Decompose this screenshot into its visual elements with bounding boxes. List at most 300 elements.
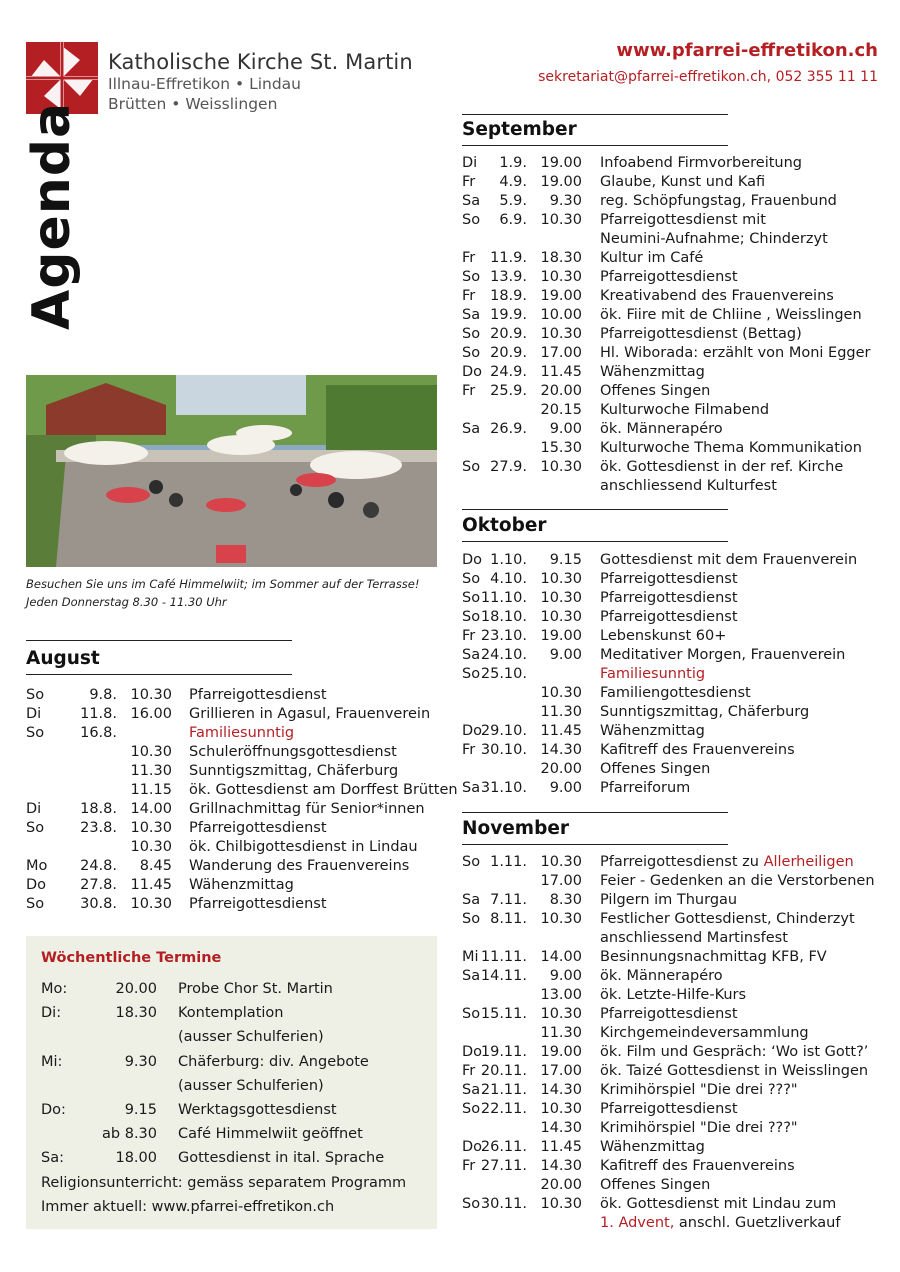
event-text xyxy=(600,287,834,306)
weekly-row xyxy=(41,1001,421,1025)
event-time: 10.30 xyxy=(540,459,582,475)
event-row xyxy=(462,741,882,760)
event-text xyxy=(600,570,738,589)
event-row xyxy=(26,838,446,857)
event-text-main: Pfarreigottesdienst xyxy=(600,590,738,606)
event-day: So xyxy=(462,1101,481,1117)
event-day: So xyxy=(26,820,45,836)
event-text xyxy=(189,686,327,705)
event-text-main: Pfarreigottesdienst xyxy=(189,896,327,912)
event-time: 14.00 xyxy=(130,801,172,817)
event-text-main: Pfarreigottesdienst mit xyxy=(600,212,766,228)
event-date: 18.9. xyxy=(490,288,527,304)
event-time: 10.30 xyxy=(540,571,582,587)
event-text xyxy=(600,1119,798,1138)
event-row xyxy=(462,967,882,986)
event-text xyxy=(600,1024,809,1043)
event-row xyxy=(462,1119,882,1138)
event-date: 19.9. xyxy=(490,307,527,323)
weekly-row xyxy=(41,1146,421,1170)
event-text-main: Pfarreigottesdienst xyxy=(189,687,327,703)
event-text xyxy=(600,154,802,173)
event-time: 10.30 xyxy=(540,911,582,927)
event-time: 10.30 xyxy=(130,820,172,836)
event-day: Sa xyxy=(462,307,481,323)
event-day: Do xyxy=(462,364,483,380)
event-text-main: Grillieren in Agasul, Frauenverein xyxy=(189,706,431,722)
event-date: 20.9. xyxy=(490,345,527,361)
event-day: So xyxy=(462,911,481,927)
event-row xyxy=(26,781,458,800)
event-day: So xyxy=(462,571,481,587)
event-time: 13.00 xyxy=(540,987,582,1003)
event-row xyxy=(462,287,882,306)
event-day: Mi xyxy=(462,949,479,965)
event-date: 1.10. xyxy=(490,552,527,568)
weekly-row xyxy=(41,1050,421,1074)
event-date: 27.11. xyxy=(480,1158,527,1174)
event-text-main: ök. Männerapéro xyxy=(600,421,723,437)
event-date: 11.9. xyxy=(490,250,527,266)
event-time: 14.30 xyxy=(540,1120,582,1136)
event-text xyxy=(600,872,875,891)
event-row xyxy=(462,363,882,382)
event-time: 20.00 xyxy=(540,1177,582,1193)
immer-aktuell-note[interactable]: Immer aktuell: www.pfarrei-effretikon.ch xyxy=(41,1198,335,1215)
event-text xyxy=(600,249,703,268)
caption-line-1: Besuchen Sie uns im Café Himmelwiit; im Sommer auf der Terrasse! xyxy=(26,577,420,591)
event-row xyxy=(462,853,882,872)
event-row xyxy=(462,173,882,192)
event-text xyxy=(600,420,723,439)
event-row xyxy=(462,401,882,420)
event-row xyxy=(462,891,882,910)
weekly-title: Wöchentliche Termine xyxy=(41,950,222,966)
event-day: Mo xyxy=(26,858,48,874)
event-row xyxy=(462,344,882,363)
event-text xyxy=(600,1005,738,1024)
event-date: 4.10. xyxy=(490,571,527,587)
oktober-top-rule xyxy=(462,509,728,510)
event-text-main: Kreativabend des Frauenvereins xyxy=(600,288,834,304)
event-text-main: Kultur im Café xyxy=(600,250,704,266)
event-date: 26.9. xyxy=(490,421,527,437)
event-day: So xyxy=(462,854,481,870)
event-time: 8.45 xyxy=(139,858,172,874)
event-row xyxy=(462,1005,882,1024)
event-row xyxy=(462,760,882,779)
event-text xyxy=(600,684,751,703)
event-day: Fr xyxy=(462,250,476,266)
event-text xyxy=(600,1195,836,1214)
event-text xyxy=(600,401,769,420)
august-title: August xyxy=(26,648,100,669)
event-time: 10.30 xyxy=(540,854,582,870)
event-day: So xyxy=(462,212,481,228)
event-day: Do xyxy=(462,552,483,568)
event-text xyxy=(189,876,294,895)
event-text xyxy=(189,705,430,724)
event-day: Fr xyxy=(462,174,476,190)
event-time: 20.15 xyxy=(540,402,582,418)
event-time: 10.00 xyxy=(540,307,582,323)
event-time: 10.30 xyxy=(130,839,172,855)
september-bottom-rule xyxy=(462,145,728,146)
event-time: 16.00 xyxy=(130,706,172,722)
event-date: 27.9. xyxy=(490,459,527,475)
cafe-terrace-photo xyxy=(26,375,437,567)
weekly-row xyxy=(41,1025,421,1049)
event-row xyxy=(462,1081,882,1100)
event-row xyxy=(462,665,882,684)
event-row xyxy=(462,627,882,646)
event-row xyxy=(26,724,446,743)
event-day: So xyxy=(462,590,481,606)
weekly-day: Sa: xyxy=(41,1150,64,1167)
event-date: 25.9. xyxy=(490,383,527,399)
caption-line-2: Jeden Donnerstag 8.30 - 11.30 Uhr xyxy=(26,595,227,609)
org-line-2: Brütten • Weisslingen xyxy=(108,95,278,113)
event-time: 10.30 xyxy=(540,1101,582,1117)
weekly-day: Mo: xyxy=(41,981,68,997)
november-bottom-rule xyxy=(462,844,728,845)
august-top-rule xyxy=(26,640,292,641)
event-date: 22.11. xyxy=(480,1101,527,1117)
event-text-main: Pfarreigottesdienst xyxy=(600,571,738,587)
event-row xyxy=(462,986,882,1005)
event-text xyxy=(600,173,765,192)
event-day: Fr xyxy=(462,383,476,399)
event-day: So xyxy=(462,1196,481,1212)
event-text-main: Kafitreff des Frauenvereins xyxy=(600,1158,795,1174)
event-row xyxy=(462,230,882,249)
event-day: Di xyxy=(26,801,42,817)
weekly-text: (ausser Schulferien) xyxy=(178,1077,324,1094)
event-row xyxy=(462,382,882,401)
event-row xyxy=(462,1157,882,1176)
event-text-main: ök. Gottesdienst mit Lindau zum xyxy=(600,1196,837,1212)
event-text xyxy=(600,1081,798,1100)
event-day: Do xyxy=(26,877,47,893)
event-date: 30.10. xyxy=(480,742,527,758)
event-day: Sa xyxy=(462,968,481,984)
event-text-main: reg. Schöpfungstag, Frauenbund xyxy=(600,193,837,209)
event-text-main: ök. Gottesdienst in der ref. Kirche xyxy=(600,459,844,475)
event-text xyxy=(600,646,845,665)
event-date: 23.8. xyxy=(80,820,117,836)
event-text-main: Sunntigszmittag, Chäferburg xyxy=(600,704,810,720)
event-text xyxy=(189,895,327,914)
event-text xyxy=(189,838,418,857)
november-title: November xyxy=(462,818,569,839)
event-row xyxy=(26,743,446,762)
event-row xyxy=(462,684,882,703)
event-text xyxy=(600,722,705,741)
event-text-main: Besinnungsnachmittag KFB, FV xyxy=(600,949,827,965)
event-text xyxy=(600,268,738,287)
event-row xyxy=(462,439,882,458)
event-row xyxy=(462,910,882,929)
event-text xyxy=(600,551,857,570)
event-day: Fr xyxy=(462,1063,476,1079)
weekly-text: (ausser Schulferien) xyxy=(178,1029,324,1046)
event-time: 10.30 xyxy=(540,1196,582,1212)
event-row xyxy=(462,211,882,230)
event-day: Sa xyxy=(462,780,481,796)
event-text-main: Wähenzmittag xyxy=(189,877,294,893)
event-text-main: Wanderung des Frauenvereins xyxy=(189,858,410,874)
event-text-main: Pfarreiforum xyxy=(600,780,691,796)
event-text-main: Kulturwoche Thema Kommunikation xyxy=(600,440,862,456)
event-text-main: ök. Männerapéro xyxy=(600,968,723,984)
event-text xyxy=(600,439,862,458)
weekly-text: Café Himmelwiit geöffnet xyxy=(178,1126,363,1143)
event-text xyxy=(600,192,837,211)
event-time: 19.00 xyxy=(540,174,582,190)
event-text xyxy=(600,1043,868,1062)
event-text-main: anschliessend Kulturfest xyxy=(600,478,777,494)
event-text xyxy=(600,589,738,608)
event-time: 15.30 xyxy=(540,440,582,456)
event-day: So xyxy=(462,326,481,342)
event-row xyxy=(462,268,882,287)
event-text-main: Offenes Singen xyxy=(600,1177,711,1193)
weekly-row xyxy=(41,977,421,1001)
event-date: 18.8. xyxy=(80,801,117,817)
event-date: 4.9. xyxy=(499,174,527,190)
weekly-time: 9.30 xyxy=(124,1053,157,1070)
event-text xyxy=(600,363,705,382)
weekly-text: Kontemplation xyxy=(178,1005,284,1022)
event-date: 7.11. xyxy=(490,892,527,908)
event-row xyxy=(26,800,446,819)
event-text xyxy=(600,760,710,779)
weekly-time: 18.00 xyxy=(115,1150,157,1167)
weekly-day: Mi: xyxy=(41,1053,63,1070)
event-text xyxy=(600,853,854,872)
event-text-main: ök. Letzte-Hilfe-Kurs xyxy=(600,987,747,1003)
event-text-main: Schuleröffnungsgottesdienst xyxy=(189,744,397,760)
event-text-main: ök. Film und Gespräch: ‘Wo ist Gott?’ xyxy=(600,1044,869,1060)
event-text-main: Grillnachmittag für Senior*innen xyxy=(189,801,425,817)
event-date: 8.11. xyxy=(490,911,527,927)
event-date: 24.8. xyxy=(80,858,117,874)
event-time: 17.00 xyxy=(540,873,582,889)
event-time: 9.00 xyxy=(549,968,582,984)
event-day: So xyxy=(462,459,481,475)
event-text xyxy=(600,458,843,477)
event-time: 18.30 xyxy=(540,250,582,266)
event-time: 10.30 xyxy=(130,896,172,912)
event-time: 9.00 xyxy=(549,647,582,663)
org-line-1: Illnau-Effretikon • Lindau xyxy=(108,75,302,93)
agenda-title: Agenda xyxy=(22,101,82,330)
august-bottom-rule xyxy=(26,674,292,675)
event-text-main: Glaube, Kunst und Kafi xyxy=(600,174,766,190)
event-text-main: Offenes Singen xyxy=(600,761,711,777)
event-text-main: ök. Taizé Gottesdienst in Weisslingen xyxy=(600,1063,869,1079)
event-time: 11.45 xyxy=(540,723,582,739)
event-row xyxy=(462,1043,882,1062)
event-time: 11.30 xyxy=(540,704,582,720)
event-row xyxy=(26,762,446,781)
event-text-main: Kafitreff des Frauenvereins xyxy=(600,742,795,758)
event-text-main: Sunntigszmittag, Chäferburg xyxy=(189,763,399,779)
weekly-time: 18.30 xyxy=(115,1005,157,1022)
event-text-main: Kulturwoche Filmabend xyxy=(600,402,770,418)
event-row xyxy=(462,872,882,891)
event-time: 11.45 xyxy=(540,1139,582,1155)
event-time: 9.15 xyxy=(549,552,582,568)
event-text-main: Familiesunntig xyxy=(600,666,706,682)
event-time: 10.30 xyxy=(540,269,582,285)
event-row xyxy=(462,929,882,948)
event-row xyxy=(26,857,446,876)
event-time: 10.30 xyxy=(540,326,582,342)
event-text xyxy=(189,743,397,762)
event-text-main: Pfarreigottesdienst xyxy=(600,1101,738,1117)
weekly-time: 20.00 xyxy=(115,981,157,997)
event-time: 9.00 xyxy=(549,421,582,437)
event-row xyxy=(462,1214,882,1233)
event-day: Sa xyxy=(462,647,481,663)
event-date: 20.9. xyxy=(490,326,527,342)
event-text xyxy=(600,306,862,325)
event-time: 14.00 xyxy=(540,949,582,965)
event-text-main: Pfarreigottesdienst xyxy=(189,820,327,836)
event-day: So xyxy=(462,609,481,625)
event-row xyxy=(462,1195,882,1214)
event-date: 24.10. xyxy=(480,647,527,663)
event-time: 10.30 xyxy=(540,685,582,701)
event-date: 27.8. xyxy=(80,877,117,893)
event-day: So xyxy=(462,1006,481,1022)
event-date: 23.10. xyxy=(480,628,527,644)
event-time: 10.30 xyxy=(540,1006,582,1022)
event-row xyxy=(462,703,882,722)
event-highlight: Allerheiligen xyxy=(763,854,854,870)
event-text-main: Pfarreigottesdienst xyxy=(600,1006,738,1022)
event-row xyxy=(462,646,882,665)
event-text xyxy=(600,325,802,344)
september-top-rule xyxy=(462,114,728,115)
event-time: 19.00 xyxy=(540,628,582,644)
event-text-main: Krimihörspiel "Die drei ???" xyxy=(600,1120,798,1136)
event-text-main: Familiesunntig xyxy=(189,725,295,741)
event-row xyxy=(26,895,446,914)
event-row xyxy=(462,477,882,496)
weekly-text: Werktagsgottesdienst xyxy=(178,1102,337,1118)
event-time: 19.00 xyxy=(540,1044,582,1060)
event-time: 20.00 xyxy=(540,383,582,399)
event-text xyxy=(600,703,809,722)
event-text-main: Wähenzmittag xyxy=(600,364,705,380)
oktober-title: Oktober xyxy=(462,515,547,536)
event-text xyxy=(600,1100,738,1119)
event-date: 1.11. xyxy=(490,854,527,870)
event-row xyxy=(462,249,882,268)
weekly-appointments-box xyxy=(26,936,437,1229)
event-date: 25.10. xyxy=(480,666,527,682)
event-text xyxy=(189,857,409,876)
weekly-day: Di: xyxy=(41,1005,62,1022)
event-row xyxy=(462,1176,882,1195)
event-text xyxy=(600,627,726,646)
event-time: 8.30 xyxy=(549,892,582,908)
event-row xyxy=(462,722,882,741)
weekly-day: Do: xyxy=(41,1102,66,1118)
event-text xyxy=(189,762,398,781)
event-date: 29.10. xyxy=(480,723,527,739)
event-day: So xyxy=(26,687,45,703)
event-day: So xyxy=(462,269,481,285)
event-text-main: Offenes Singen xyxy=(600,383,711,399)
event-text xyxy=(189,819,327,838)
event-row xyxy=(26,686,446,705)
event-day: Di xyxy=(462,155,478,171)
event-text-main: Neumini-Aufnahme; Chinderzyt xyxy=(600,231,828,247)
september-title: September xyxy=(462,119,577,140)
event-date: 15.11. xyxy=(480,1006,527,1022)
religion-note: Religionsunterricht: gemäss separatem Programm xyxy=(41,1174,407,1191)
event-text xyxy=(189,781,458,800)
event-text xyxy=(600,1062,868,1081)
event-text-main: Pfarreigottesdienst zu xyxy=(600,854,764,870)
event-time: 10.30 xyxy=(540,609,582,625)
event-date: 24.9. xyxy=(490,364,527,380)
event-day: Sa xyxy=(462,892,481,908)
event-time: 11.30 xyxy=(540,1025,582,1041)
event-text xyxy=(600,929,788,948)
event-text xyxy=(600,344,871,363)
event-date: 20.11. xyxy=(480,1063,527,1079)
event-day: So xyxy=(462,666,481,682)
event-day: So xyxy=(26,896,45,912)
event-time: 17.00 xyxy=(540,1063,582,1079)
event-day: So xyxy=(26,725,45,741)
weekly-text: Chäferburg: div. Angebote xyxy=(178,1053,369,1070)
weekly-row xyxy=(41,1074,421,1098)
event-text xyxy=(600,477,777,496)
event-text-main: Hl. Wiborada: erzählt von Moni Egger xyxy=(600,345,871,361)
event-text xyxy=(600,948,827,967)
event-text-main: ök. Chilbigottesdienst in Lindau xyxy=(189,839,418,855)
contact-line[interactable]: sekretariat@pfarrei-effretikon.ch, 052 355 11 11 xyxy=(538,69,878,85)
website-link[interactable]: www.pfarrei-effretikon.ch xyxy=(616,40,878,61)
event-date: 11.8. xyxy=(80,706,117,722)
event-text xyxy=(600,1157,795,1176)
event-time: 9.30 xyxy=(549,193,582,209)
event-text-main: Familiengottesdienst xyxy=(600,685,751,701)
event-text-main: Pfarreigottesdienst xyxy=(600,269,738,285)
org-name: Katholische Kirche St. Martin xyxy=(108,50,413,74)
event-day: Fr xyxy=(462,628,476,644)
event-row xyxy=(462,779,882,798)
event-row xyxy=(462,306,882,325)
event-text-main: Wähenzmittag xyxy=(600,1139,705,1155)
photo-caption xyxy=(26,575,437,611)
event-date: 11.11. xyxy=(480,949,527,965)
event-text-main: anschliessend Martinsfest xyxy=(600,930,788,946)
event-text-main: Feier - Gedenken an die Verstorbenen xyxy=(600,873,875,889)
event-date: 5.9. xyxy=(499,193,527,209)
event-text-main: Pfarreigottesdienst xyxy=(600,609,738,625)
event-row xyxy=(462,589,882,608)
event-time: 9.00 xyxy=(549,780,582,796)
event-date: 11.10. xyxy=(480,590,527,606)
contact-block xyxy=(538,40,878,85)
event-text xyxy=(600,986,746,1005)
